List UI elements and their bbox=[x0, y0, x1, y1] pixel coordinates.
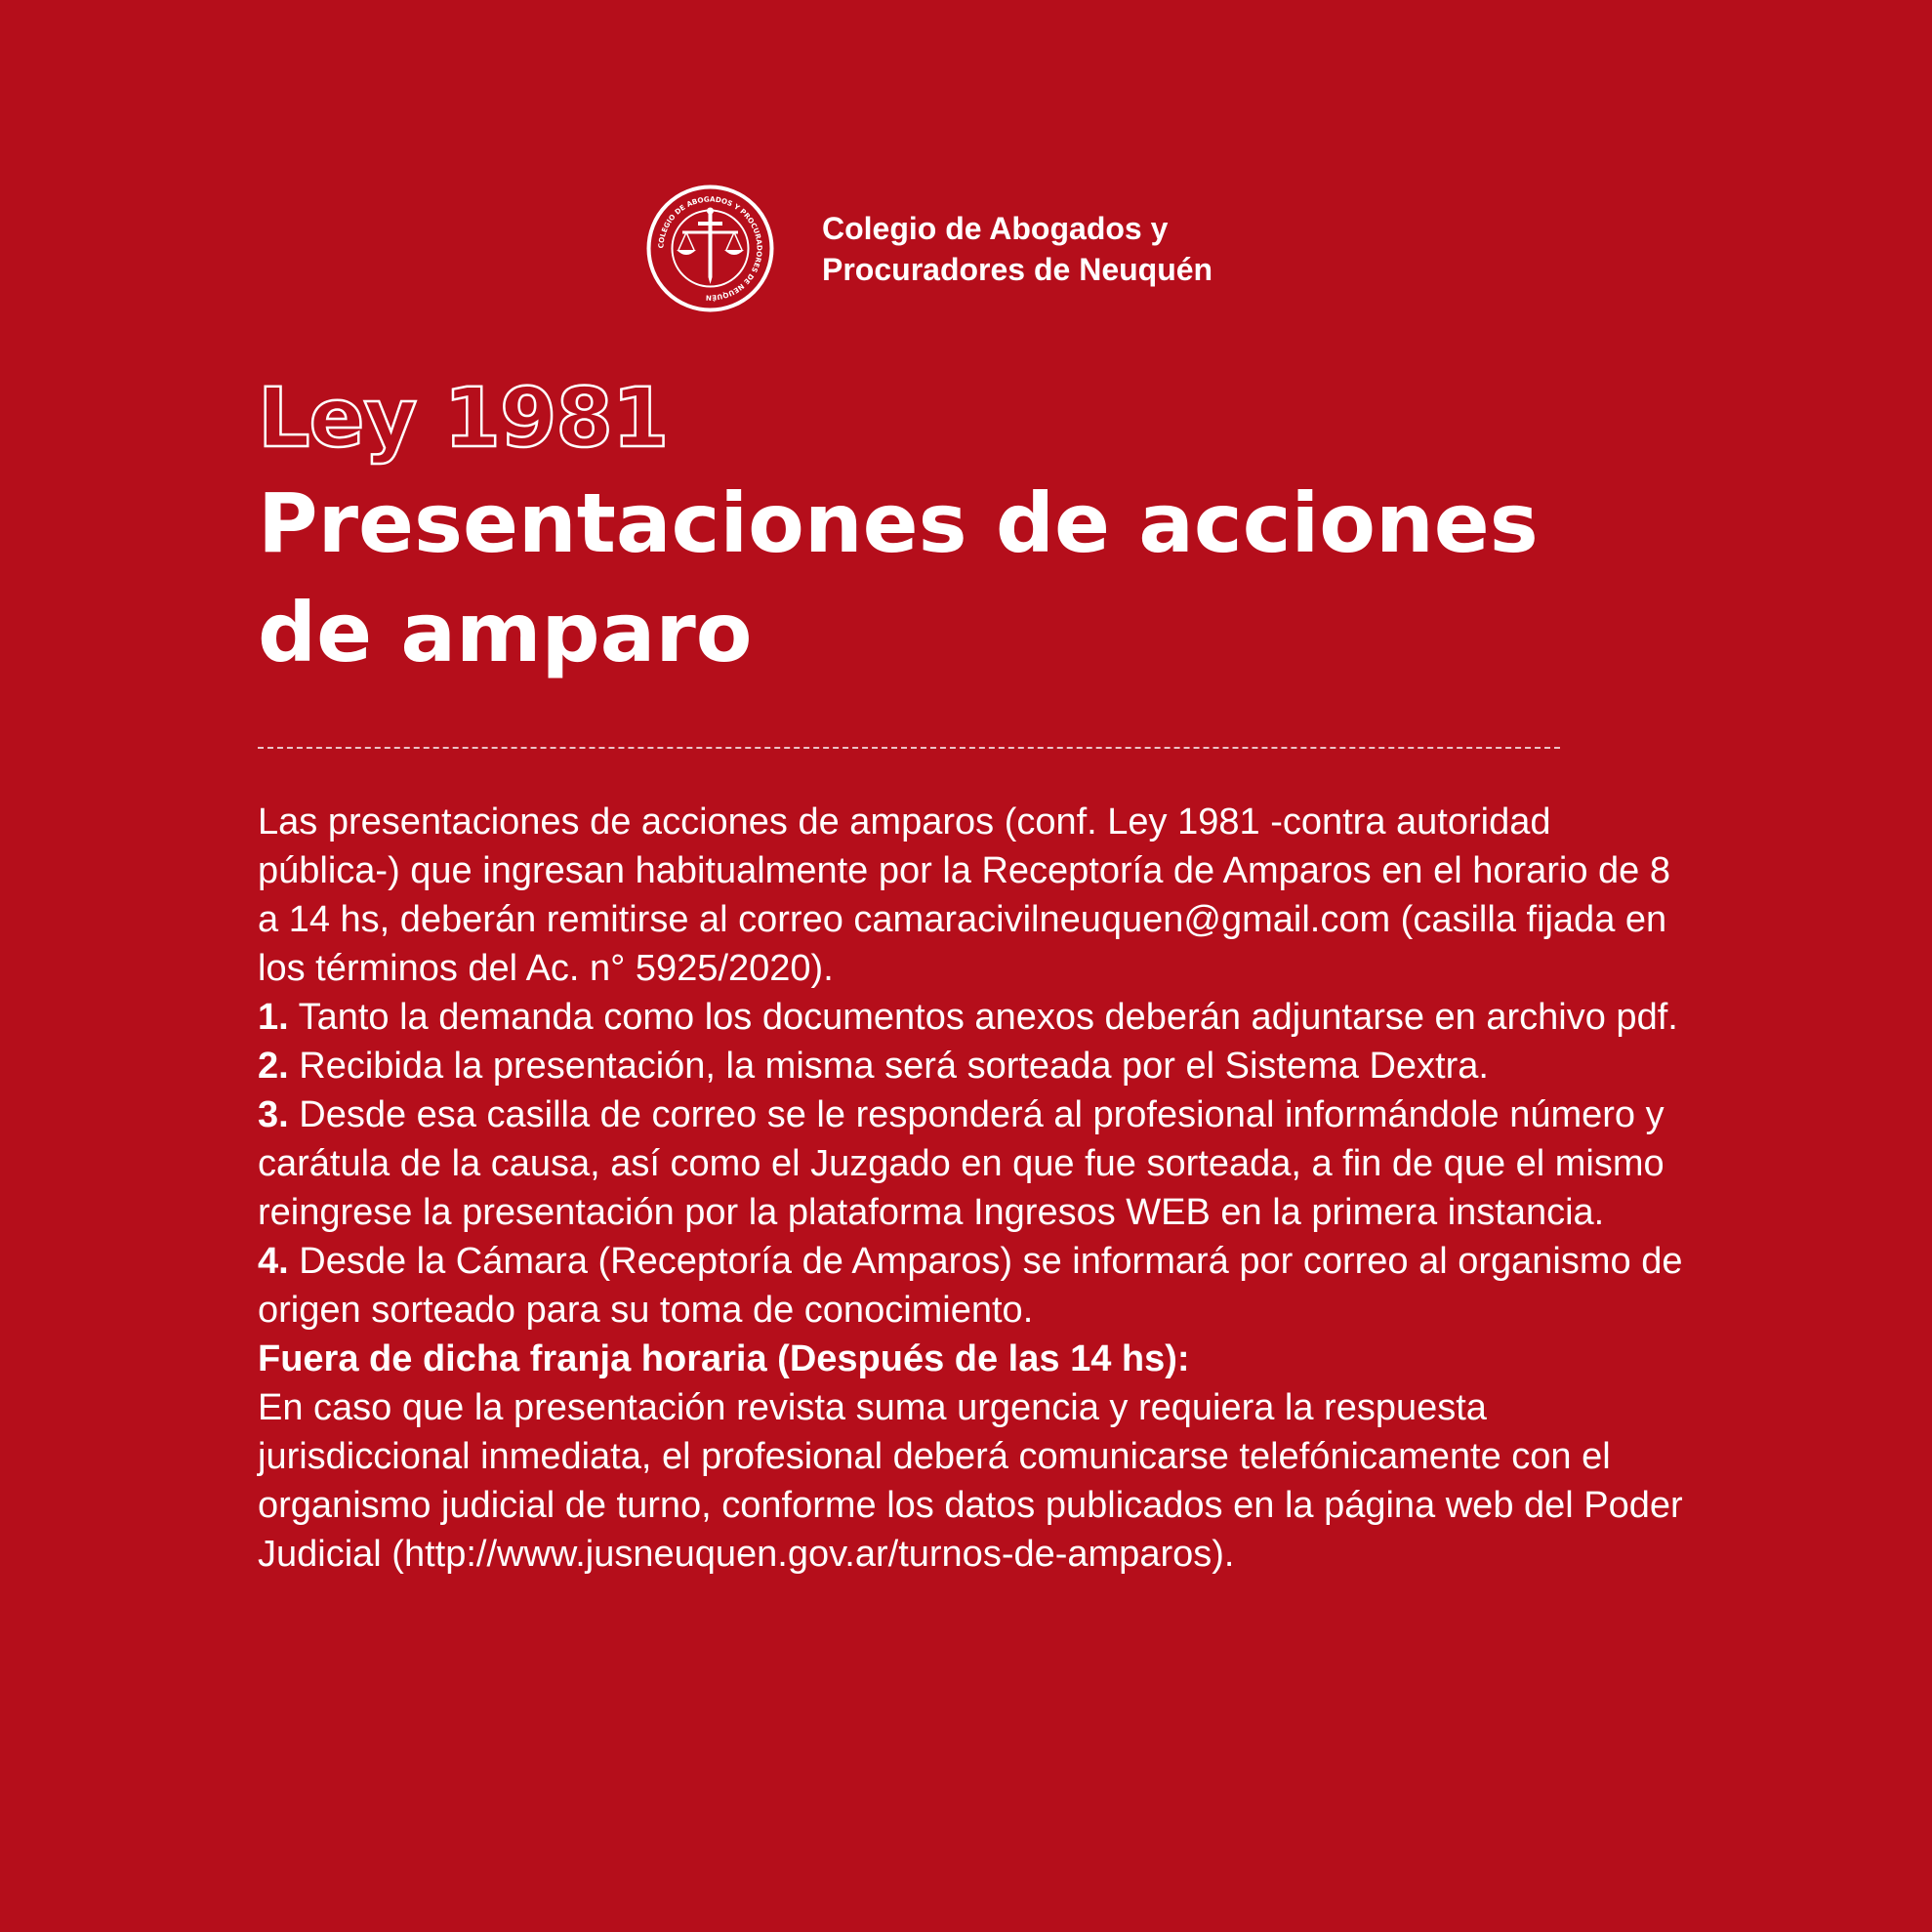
step-number: 3. bbox=[258, 1094, 289, 1135]
step-item bbox=[258, 993, 1683, 1042]
intro-paragraph: Las presentaciones de acciones de amparos (conf. Ley 1981 -contra autoridad pública-) que ingresan habitualmente por la Receptoría de Amparos en el horario de 8 a 14 hs, deberán remitirse al correo camaracivilneuquen@gmail.com (casilla fijada en los términos del Ac. n° 5925/2020). bbox=[258, 802, 1671, 989]
step-text: Recibida la presentación, la misma será sorteada por el Sistema Dextra. bbox=[299, 1046, 1489, 1087]
law-title: Ley 1981 bbox=[258, 370, 669, 466]
seal-text: COLEGIO DE ABOGADOS Y PROCURADORES DE NEUQUÉN bbox=[656, 194, 764, 303]
step-item bbox=[258, 1042, 1683, 1090]
org-name-line2: Procuradores de Neuquén bbox=[822, 251, 1213, 287]
step-text: Desde la Cámara (Receptoría de Amparos) se informará por correo al organismo de origen sorteado para su toma de conocimiento. bbox=[258, 1241, 1683, 1331]
step-item bbox=[258, 1090, 1683, 1237]
body-text bbox=[258, 798, 1683, 1579]
step-number: 2. bbox=[258, 1046, 289, 1087]
step-text: Desde esa casilla de correo se le responderá al profesional informándole número y carátula de la causa, así como el Juzgado en que fue sorteada, a fin de que el mismo reingrese la presentación por la plataforma Ingresos WEB en la primera instancia. bbox=[258, 1094, 1665, 1233]
after-hours-heading-text: Fuera de dicha franja horaria (Después de las 14 hs): bbox=[258, 1338, 1190, 1379]
step-text: Tanto la demanda como los documentos anexos deberán adjuntarse en archivo pdf. bbox=[298, 997, 1678, 1038]
title-block bbox=[258, 369, 1683, 687]
step-number: 1. bbox=[258, 997, 289, 1038]
org-name-line1: Colegio de Abogados y bbox=[822, 210, 1169, 246]
org-name bbox=[822, 208, 1330, 290]
scales-of-justice-icon bbox=[645, 184, 775, 313]
after-hours-heading bbox=[258, 1335, 1683, 1383]
dashed-divider bbox=[258, 747, 1560, 749]
step-item bbox=[258, 1237, 1683, 1335]
page-title: Presentaciones de acciones de amparo bbox=[258, 475, 1539, 680]
header bbox=[645, 184, 1330, 313]
step-number: 4. bbox=[258, 1241, 289, 1282]
after-hours-paragraph: En caso que la presentación revista suma urgencia y requiera la respuesta jurisdiccional inmediata, el profesional deberá comunicarse telefónicamente con el organismo judicial de turno, conforme los datos publicados en la página web del Poder Judicial (http://www.jusneuquen.gov.ar/turnos-de-amparos). bbox=[258, 1387, 1683, 1575]
